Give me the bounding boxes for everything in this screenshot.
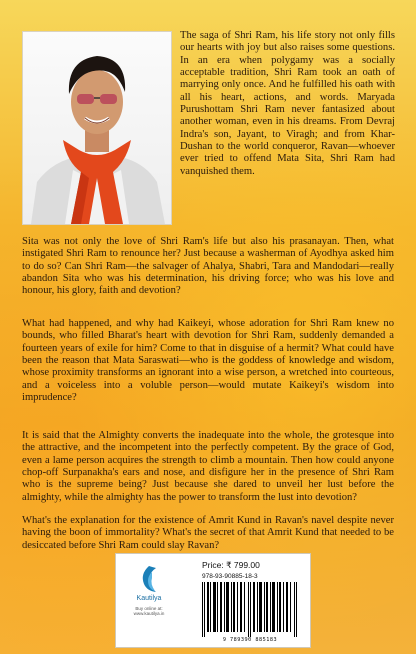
blurb-paragraph-4: It is said that the Almighty converts the inadequate into the whole, the grotesque into the attractive, and the incompetent into the perfectly competent. By the grace of God, even a lame person acquires the strength to climb a mountain. Then how could anyone chop-off Surpanakha's ears and nose, and disfigure her in the presence of Shri Ram who is the supreme being? Just because she dared to unveil her lust before the almighty, while the almighty has the power to transform the lust into devotion? <box>22 430 394 503</box>
blurb-paragraph-1: The saga of Shri Ram, his life story not only fills our hearts with joy but also raises some questions. In an era when polygamy was a socially acceptable tradition, Shri Ram took an oath of marrying only once. And he fulfilled his oath with all his heart, actions, and words. Maryada Purushottam Shri Ram never fantasized about another woman, even in his dreams. From Devraj Indra's son, Jayant, to Viragh; and from Khar-Dushan to the world conqueror, Ravan—whoever ever tried to offend Mata Sita, Shri Ram had vanquished them. <box>180 30 395 177</box>
barcode-panel <box>115 553 311 648</box>
publisher-name: Kautilya <box>136 595 162 602</box>
barcode-graphic <box>200 582 300 637</box>
publisher-logo <box>124 564 174 634</box>
blurb-paragraph-5: What's the explanation for the existence of Amrit Kund in Ravan's navel despite never having the boon of immortality? What's the secret of that Amrit Kund that needed to be desiccated before Shri Ram could slay Ravan? <box>22 515 394 551</box>
publisher-logo-icon <box>136 564 162 594</box>
barcode-number: 9 789390 885183 <box>222 637 278 643</box>
price-label: Price: ₹ 799.00 <box>202 560 260 570</box>
blurb-paragraph-3: What had happened, and why had Kaikeyi, whose adoration for Shri Ram knew no bounds, who filled Bharat's heart with devotion for Shri Ram, suddenly demanded a fourteen years of exile for him? Come to that in disguise of a hermit? What could have been the reason that Mata Saraswati—who is the goddess of knowledge and wisdom, whose proximity transforms an ignorant into a wise person, a wretched into courteous, and a voiceless into a voluble person—would mutate Kaikeyi's wisdom into imprudence? <box>22 318 394 404</box>
isbn-label: 978-93-90885-18-3 <box>202 573 258 580</box>
blurb-paragraph-2: Sita was not only the love of Shri Ram's life but also his prasanayan. Then, what instigated Shri Ram to renounce her? Just because a washerman of Ayodhya asked him to do so? Can Shri Ram—the salvager of Ahalya, Shabri, Tara and Mandodari—really abandon Sita who was his determination, his driving force; who was his love and honour, his glory, faith and devotion? <box>22 236 394 297</box>
publisher-tagline-line2: www.kautilya.in <box>133 611 165 616</box>
author-photo <box>22 31 172 225</box>
publisher-tagline-line1: Buy online at: <box>135 606 163 611</box>
